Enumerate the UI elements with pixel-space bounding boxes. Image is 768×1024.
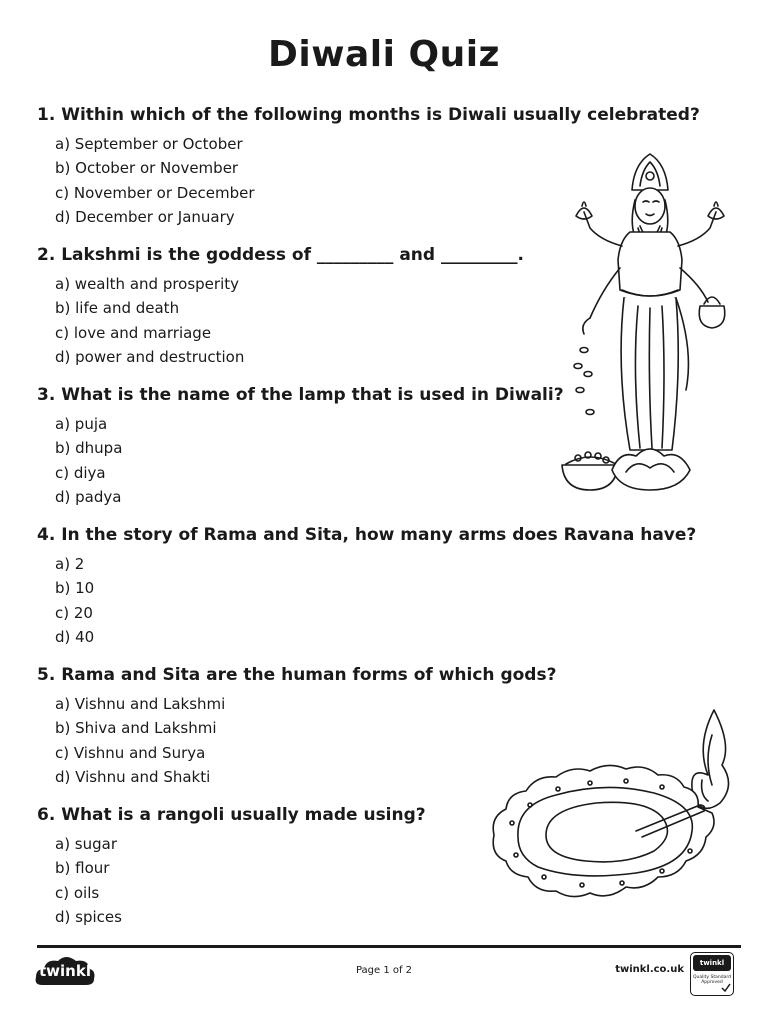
answer-option: b) Shiva and Lakshmi [55, 719, 217, 738]
goddess-lakshmi-icon [560, 150, 740, 495]
diya-lamp-icon [486, 705, 736, 915]
answer-option: d) Vishnu and Shakti [55, 767, 211, 786]
question-4 [37, 522, 717, 649]
badge-text: Quality Standard Approved [693, 975, 731, 985]
website-link[interactable]: twinkl.co.uk [615, 964, 684, 975]
question-text: 6. What is a rangoli usually made using? [37, 805, 426, 825]
answer-option: d) 40 [55, 627, 95, 646]
question-text: 3. What is the name of the lamp that is used in Diwali? [37, 385, 564, 405]
checkmark-icon [721, 983, 731, 993]
answer-option: c) oils [55, 883, 100, 902]
answer-option: a) September or October [55, 135, 243, 153]
answer-option: a) Vishnu and Lakshmi [55, 695, 226, 713]
answer-option: c) diya [55, 463, 106, 482]
answer-option: d) spices [55, 907, 122, 926]
answer-option: a) wealth and prosperity [55, 275, 240, 293]
answer-option: b) flour [55, 859, 110, 878]
answer-option: c) Vishnu and Surya [55, 743, 206, 762]
answer-option: b) 10 [55, 579, 95, 598]
answer-option: b) life and death [55, 299, 180, 318]
page-title: Diwali Quiz [267, 34, 500, 75]
answer-option: c) November or December [55, 183, 255, 202]
answer-option: c) love and marriage [55, 323, 212, 342]
question-text: 2. Lakshmi is the goddess of _________ and _________. [37, 245, 524, 265]
page-number: Page 1 of 2 [355, 965, 413, 976]
answer-option: a) sugar [55, 835, 118, 853]
answer-option: d) padya [55, 487, 122, 506]
question-text: 4. In the story of Rama and Sita, how many arms does Ravana have? [37, 525, 697, 545]
answer-option: b) dhupa [55, 439, 123, 458]
question-text: 1. Within which of the following months is Diwali usually celebrated? [37, 105, 700, 125]
quality-badge [690, 952, 734, 996]
answer-option: d) power and destruction [55, 347, 245, 366]
answer-option: a) puja [55, 415, 108, 433]
answer-option: b) October or November [55, 159, 239, 178]
question-text: 5. Rama and Sita are the human forms of which gods? [37, 665, 557, 685]
logo-text: twinkl [39, 962, 91, 980]
badge-title: twinkl [693, 955, 731, 971]
answer-option: c) 20 [55, 603, 93, 622]
footer-divider [37, 945, 741, 948]
answer-option: d) December or January [55, 207, 235, 226]
answer-option: a) 2 [55, 555, 85, 573]
